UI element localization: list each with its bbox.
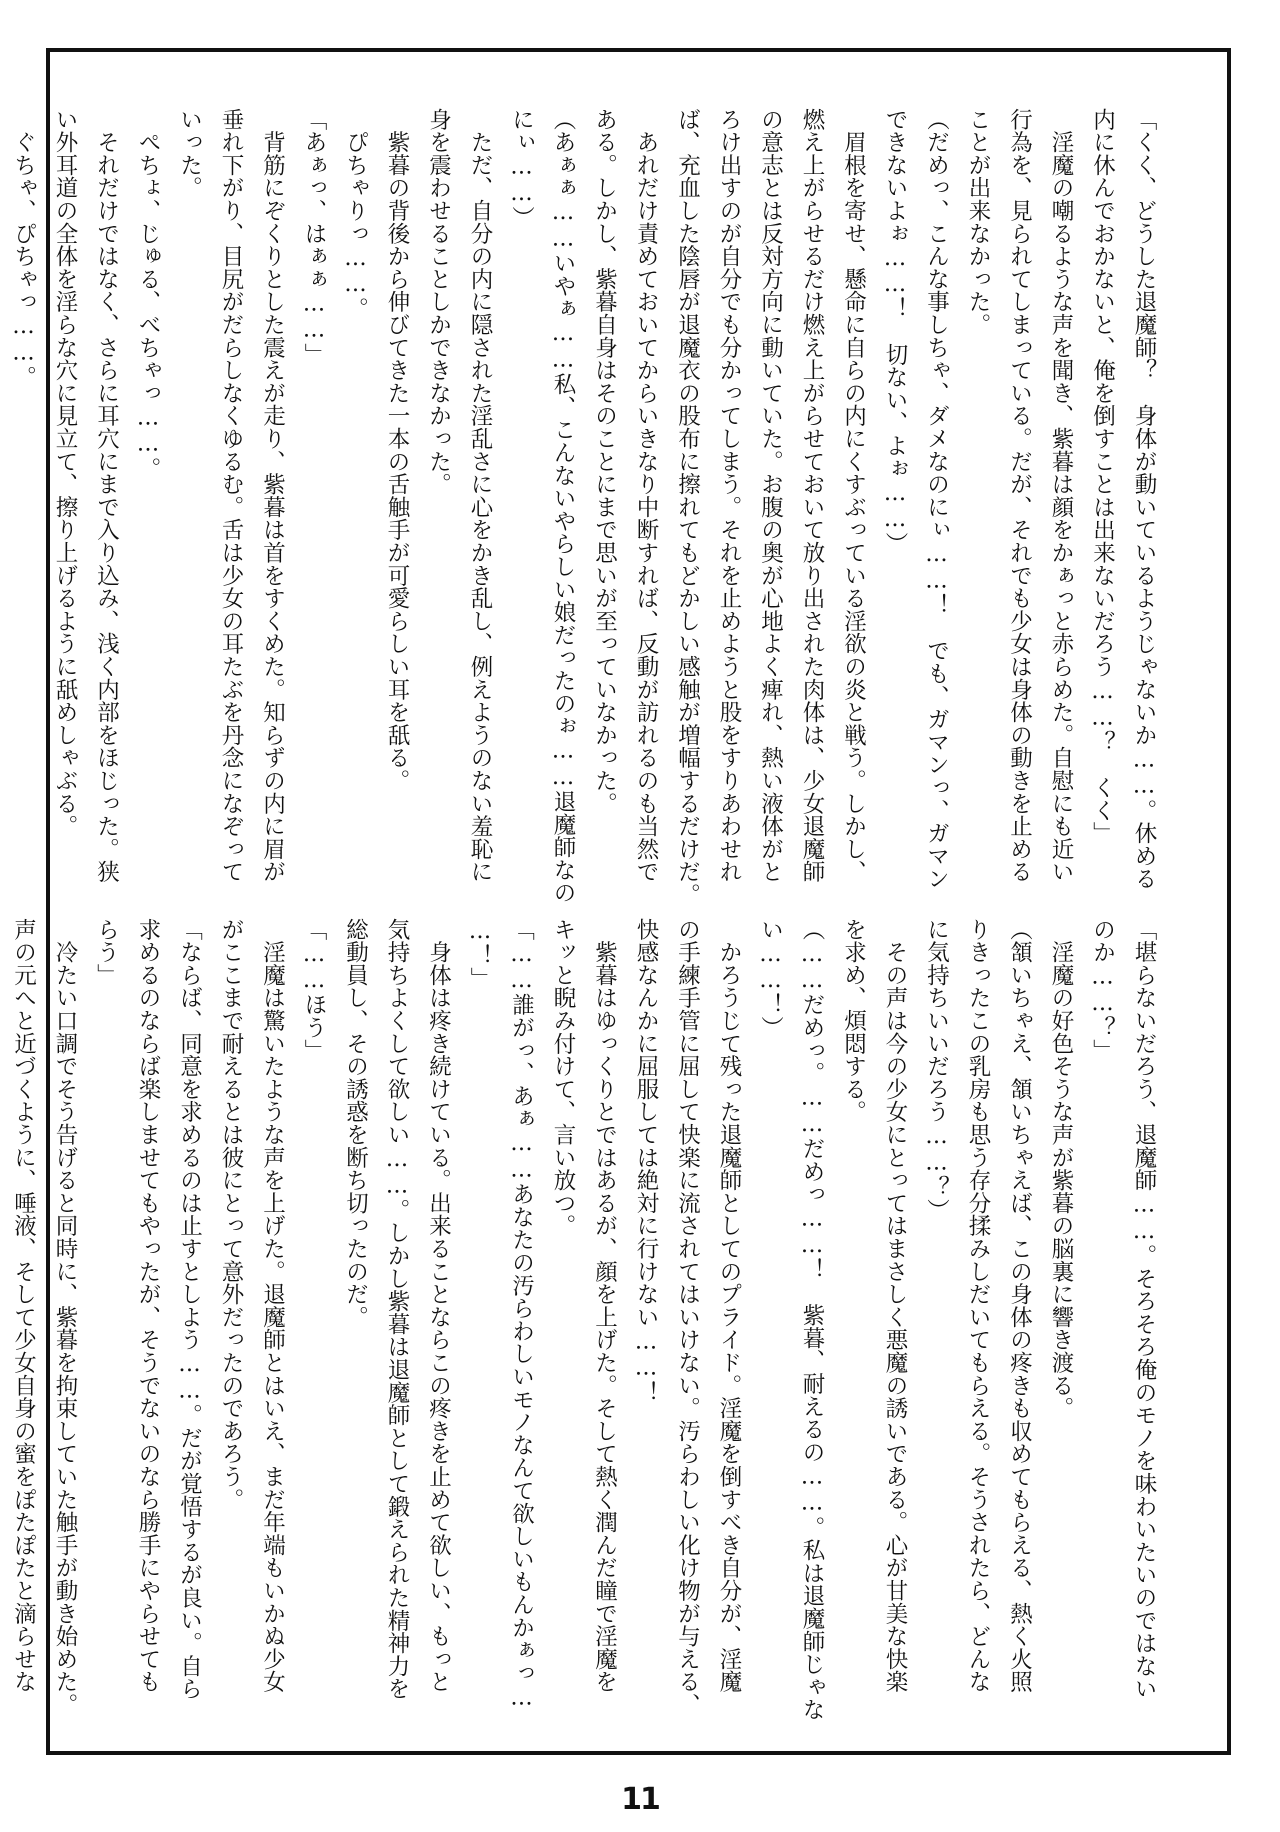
text-line: 燃え上がらせるだけ燃え上がらせておいて放り出された肉体は、少女退魔師 xyxy=(799,108,825,884)
text-line: ぐちゃ、ぴちゃっ……。 xyxy=(10,108,37,389)
text-line: のか……？」 xyxy=(1089,918,1116,1062)
text-line: 垂れ下がり、目尻がだらしなくゆるむ。舌は少女の耳たぶを丹念になぞって xyxy=(218,108,244,884)
text-line: の意志とは反対方向に動いていた。お腹の奥が心地よく痺れ、熱い液体がと xyxy=(757,108,784,884)
text-line: ことが出来なかった。 xyxy=(965,108,991,336)
text-line xyxy=(0,918,2,1708)
text-line: ただ、自分の内に隠された淫乱さに心をかき乱し、例えようのない羞恥に xyxy=(467,108,493,884)
text-line: かろうじて残った退魔師としてのプライド。淫魔を倒すべき自分が、淫魔 xyxy=(716,918,742,1694)
text-line: 行為を、見られてしまっている。だが、それでも少女は身体の動きを止める xyxy=(1006,108,1033,884)
text-line: がここまで耐えるとは彼にとって意外だったのであろう。 xyxy=(218,918,244,1511)
text-line: に気持ちいいだろう……？） xyxy=(923,918,950,1222)
lower-text-block xyxy=(10,918,1164,1722)
text-line: （頷いちゃえ、頷いちゃえば、この身体の疼きも収めてもらえる、熱く火照 xyxy=(1006,918,1033,1694)
text-line: 声の元へと近づくように、唾液、そして少女自身の蜜をぽたぽたと滴らせな xyxy=(10,918,37,1694)
text-line: 冷たい口調でそう告げると同時に、紫暮を拘束していた触手が動き始めた。 xyxy=(52,918,78,1716)
text-line: い……！） xyxy=(757,918,784,1039)
text-line: その声は今の少女にとってはまさしく悪魔の誘いである。心が甘美な快楽 xyxy=(882,918,908,1694)
text-line: ぺちょ、じゅる、べちゃっ……。 xyxy=(135,108,161,480)
text-line: の手練手管に屈して快楽に流されてはいけない。汚らわしい化け物が与える、 xyxy=(674,918,701,1716)
text-line: りきったこの乳房も思う存分揉みしだいてもらえる。そうされたら、どんな xyxy=(965,918,991,1694)
text-line: 背筋にぞくりとした震えが走り、紫暮は首をすくめた。知らずの内に眉が xyxy=(259,108,286,884)
text-line: ろけ出すのが自分でも分かってしまう。それを止めようと股をすりあわせれ xyxy=(716,108,742,884)
upper-text-block xyxy=(10,108,1164,906)
text-line: いった。 xyxy=(176,108,203,200)
text-line: らう」 xyxy=(93,918,120,987)
text-line: を求め、煩悶する。 xyxy=(840,918,867,1124)
page-number: 11 xyxy=(621,1782,659,1817)
text-line: 「堪らないだろう、退魔師……。そろそろ俺のモノを味わいたいのではない xyxy=(1131,918,1157,1701)
text-line: （あぁぁ……いやぁ……私、こんないやらしい娘だったのぉ……退魔師なの xyxy=(550,108,576,905)
text-line: （だめっ、こんな事しちゃ、ダメなのにぃ……！ でも、ガマンっ、ガマン xyxy=(923,108,950,891)
text-line: 気持ちよくして欲しい……。しかし紫暮は退魔師として鍛えられた精神力を xyxy=(384,918,410,1701)
text-line: できないよぉ……！ 切ない、よぉ……） xyxy=(882,108,908,556)
text-line: ば、充血した陰唇が退魔衣の股布に擦れてもどかしい感触が増幅するだけだ。 xyxy=(674,108,701,906)
text-line: 快感なんかに屈服しては絶対に行けない……！ xyxy=(633,918,659,1404)
text-line: にぃ……） xyxy=(508,108,535,229)
text-line: 求めるのならば楽しませてもやったが、そうでないのなら勝手にやらせても xyxy=(135,918,161,1694)
text-line: い外耳道の全体を淫らな穴に見立て、擦り上げるように舐めしゃぶる。 xyxy=(52,108,78,838)
text-line: 「あぁっ、はぁぁ……」 xyxy=(301,108,327,366)
text-line: 「ならば、同意を求めるのは止すとしよう……。だが覚悟するが良い。自ら xyxy=(176,918,203,1701)
text-line: それだけではなく、さらに耳穴にまで入り込み、浅く内部をほじった。狭 xyxy=(93,108,120,884)
text-line: ぴちゃりっ……。 xyxy=(342,108,369,321)
text-line: 内に休んでおかないと、俺を倒すことは出来ないだろう……？ くく」 xyxy=(1089,108,1116,845)
text-line: 紫暮の背後から伸びてきた一本の舌触手が可愛らしい耳を舐る。 xyxy=(384,108,410,792)
text-line: （……だめっ。……だめっ……！ 紫暮、耐えるの……。私は退魔師じゃな xyxy=(799,918,825,1722)
text-line: 淫魔は驚いたような声を上げた。退魔師とはいえ、まだ年端もいかぬ少女 xyxy=(259,918,286,1694)
text-line: 「……誰がっ、あぁ……あなたの汚らわしいモノなんて欲しいもんかぁっ… xyxy=(508,918,535,1711)
text-line: 眉根を寄せ、懸命に自らの内にくすぶっている淫欲の炎と戦う。しかし、 xyxy=(840,108,867,884)
text-line: あれだけ責めておいてからいきなり中断すれば、反動が訪れるのも当然で xyxy=(633,108,659,884)
text-line xyxy=(0,108,2,898)
text-line: 紫暮はゆっくりとではあるが、顔を上げた。そして熱く潤んだ瞳で淫魔を xyxy=(591,918,618,1694)
text-line: 「……ほう」 xyxy=(301,918,327,1062)
text-line: 「くく、どうした退魔師？ 身体が動いているようじゃないか……。休める xyxy=(1131,108,1157,891)
text-line: …！」 xyxy=(467,918,493,990)
text-line: 淫魔の嘲るような声を聞き、紫暮は顔をかぁっと赤らめた。自慰にも近い xyxy=(1048,108,1074,884)
text-line: キッと睨み付けて、言い放つ。 xyxy=(550,918,576,1238)
text-line: 総動員し、その誘惑を断ち切ったのだ。 xyxy=(342,918,369,1329)
text-line: ある。しかし、紫暮自身はそのことにまで思いが至っていなかった。 xyxy=(591,108,618,815)
text-line: 身体は疼き続けている。出来ることならこの疼きを止めて欲しい、もっと xyxy=(425,918,452,1694)
text-line: 身を震わせることしかできなかった。 xyxy=(425,108,452,496)
text-line: 淫魔の好色そうな声が紫暮の脳裏に響き渡る。 xyxy=(1048,918,1074,1420)
